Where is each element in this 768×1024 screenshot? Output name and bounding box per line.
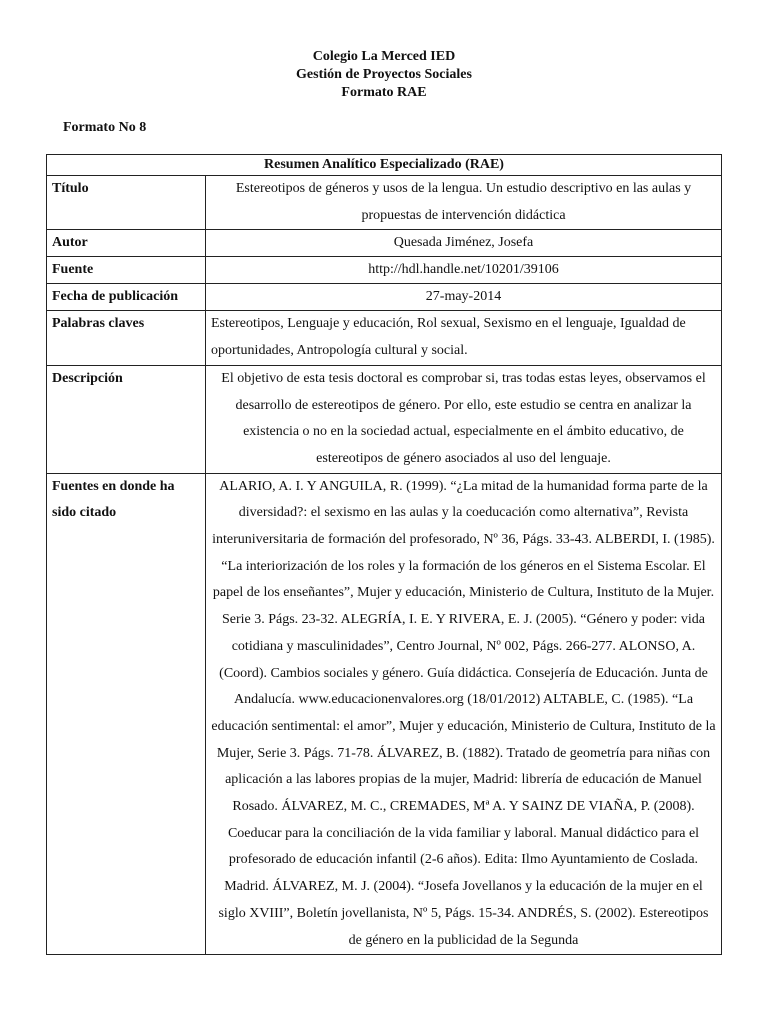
table-row-titulo xyxy=(47,176,722,230)
table-row-palabras xyxy=(47,311,722,365)
row-label: Fecha de publicación xyxy=(47,284,206,311)
row-value: El objetivo de esta tesis doctoral es comprobar si, tras todas estas leyes, observamos el desarrollo de estereotipos de género. Por ello, este estudio se centra en analizar la existencia o no en la sociedad actual, especialmente en el ámbito educativo, de estereotipos de género asociados al uso del lenguaje. xyxy=(206,365,722,473)
row-value: Estereotipos, Lenguaje y educación, Rol sexual, Sexismo en el lenguaje, Igualdad de oportunidades, Antropología cultural y social. xyxy=(206,311,722,365)
row-value: ALARIO, A. I. Y ANGUILA, R. (1999). “¿La mitad de la humanidad forma parte de la diversidad?: el sexismo en las aulas y la coeducación como alternativa”, Revista interuniversitaria de formación del profesorado, Nº 36, Págs. 33-43. ALBERDI, I. (1985). “La interiorización de los roles y la formación de los géneros en el Sistema Escolar. El papel de los enseñantes”, Mujer y educación, Ministerio de Cultura, Instituto de la Mujer. Serie 3. Págs. 23-32. ALEGRÍA, I. E. Y RIVERA, E. J. (2005). “Género y poder: vida cotidiana y masculinidades”, Centro Journal, Nº 002, Págs. 266-277. ALONSO, A. (Coord). Cambios sociales y género. Guía didáctica. Consejería de Educación. Junta de Andalucía. www.educacionenvalores.org (18/01/2012) ALTABLE, C. (1985). “La educación sentimental: el amor”, Mujer y educación, Ministerio de Cultura, Instituto de la Mujer, Serie 3. Págs. 71-78. ÁLVAREZ, B. (1882). Tratado de geometría para niñas con aplicación a las labores propias de la mujer, Madrid: librería de educación de Manuel Rosado. ÁLVAREZ, M. C., CREMADES, Mª A. Y SAINZ DE VIAÑA, P. (2008). Coeducar para la conciliación de la vida familiar y laboral. Manual didáctico para el profesorado de educación infantil (2-6 años). Edita: Ilmo Ayuntamiento de Coslada. Madrid. ÁLVAREZ, M. J. (2004). “Josefa Jovellanos y la educación de la mujer en el siglo XVIII”, Boletín jovellanista, Nº 5, Págs. 15-34. ANDRÉS, S. (2002). Estereotipos de género en la publicidad de la Segunda xyxy=(206,473,722,955)
row-label: Título xyxy=(47,176,206,230)
table-row-fuentes xyxy=(47,473,722,955)
row-value: http://hdl.handle.net/10201/39106 xyxy=(206,257,722,284)
rae-table xyxy=(46,154,722,955)
table-row-autor xyxy=(47,230,722,257)
row-label: Fuentes en donde ha sido citado xyxy=(47,473,206,955)
format-name: Formato RAE xyxy=(341,85,427,100)
table-title: Resumen Analítico Especializado (RAE) xyxy=(47,155,722,176)
school-name: Colegio La Merced IED xyxy=(312,49,456,64)
row-label: Palabras claves xyxy=(47,311,206,365)
table-title-row xyxy=(47,155,722,176)
row-label: Descripción xyxy=(47,365,206,473)
row-label: Autor xyxy=(47,230,206,257)
row-value: 27-may-2014 xyxy=(206,284,722,311)
format-number: Formato No 8 xyxy=(63,120,147,135)
table-row-fuente xyxy=(47,257,722,284)
table-row-fecha xyxy=(47,284,722,311)
table-row-descripcion xyxy=(47,365,722,473)
document-header xyxy=(0,48,768,102)
row-value: Quesada Jiménez, Josefa xyxy=(206,230,722,257)
department-name: Gestión de Proyectos Sociales xyxy=(296,67,472,82)
row-label: Fuente xyxy=(47,257,206,284)
row-value: Estereotipos de géneros y usos de la lengua. Un estudio descriptivo en las aulas y propuestas de intervención didáctica xyxy=(206,176,722,230)
